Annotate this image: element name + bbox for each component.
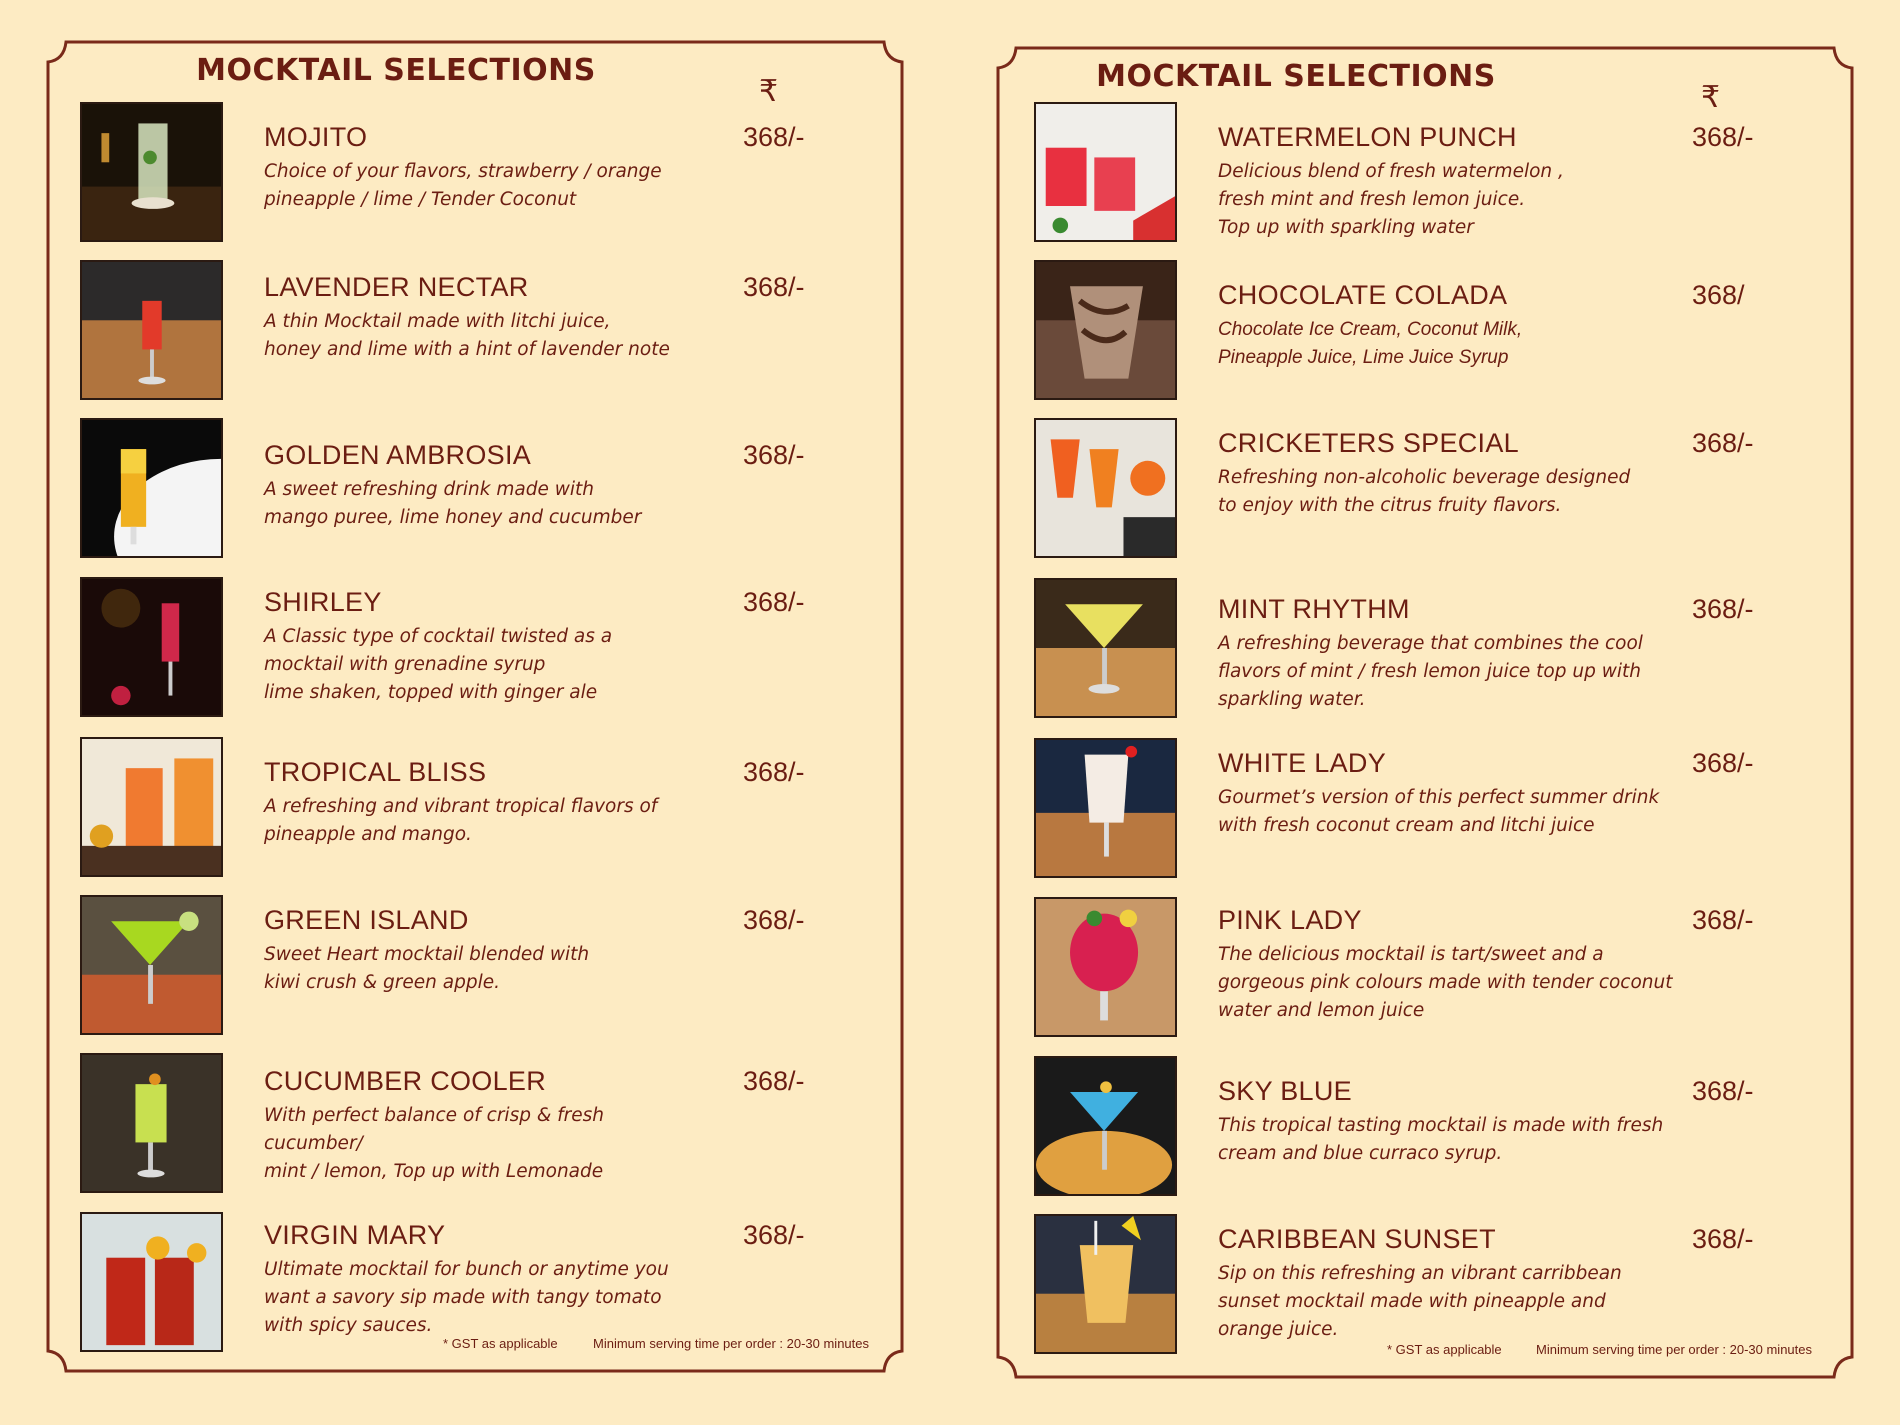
item-name: SKY BLUE xyxy=(1218,1076,1352,1106)
item-description: Refreshing non-alcoholic beverage designed to enjoy with the citrus fruity flavors. xyxy=(1218,467,1631,516)
item-description: This tropical tasting mocktail is made with fresh cream and blue curraco syrup. xyxy=(1218,1115,1664,1164)
item-description: A refreshing beverage that combines the cool flavors of mint / fresh lemon juice top up with sparkling water. xyxy=(1218,633,1643,710)
gst-note: * GST as applicable xyxy=(1387,1342,1502,1357)
item-price: 368/- xyxy=(1692,122,1754,152)
item-price: 368/- xyxy=(1692,905,1754,935)
golden-ambrosia-drink-photo xyxy=(80,418,223,558)
lavender-nectar-drink-photo xyxy=(80,260,223,400)
item-name: TROPICAL BLISS xyxy=(264,757,487,787)
green-island-drink-photo xyxy=(80,895,223,1035)
page-title: MOCKTAIL SELECTIONS xyxy=(1096,59,1496,94)
item-price: 368/- xyxy=(743,1220,805,1250)
item-description: A sweet refreshing drink made with mango puree, lime honey and cucumber xyxy=(264,479,642,528)
item-price: 368/ xyxy=(1692,280,1745,310)
item-price: 368/- xyxy=(743,272,805,302)
item-name: MOJITO xyxy=(264,122,368,152)
item-name: GOLDEN AMBROSIA xyxy=(264,440,532,470)
pink-lady-drink-photo xyxy=(1034,897,1177,1037)
item-name: PINK LADY xyxy=(1218,905,1362,935)
item-description: Delicious blend of fresh watermelon , fresh mint and fresh lemon juice. Top up with sparkling water xyxy=(1218,161,1564,238)
item-name: CARIBBEAN SUNSET xyxy=(1218,1224,1496,1254)
item-price: 368/- xyxy=(743,905,805,935)
item-description: A thin Mocktail made with litchi juice, honey and lime with a hint of lavender note xyxy=(264,311,670,360)
serving-time-note: Minimum serving time per order : 20-30 minutes xyxy=(1536,1342,1812,1357)
mojito-drink-photo xyxy=(80,102,223,242)
item-price: 368/- xyxy=(743,440,805,470)
item-name: LAVENDER NECTAR xyxy=(264,272,529,302)
currency-symbol: ₹ xyxy=(1701,80,1721,115)
caribbean-sunset-drink-photo xyxy=(1034,1214,1177,1354)
virgin-mary-drink-photo xyxy=(80,1212,223,1352)
item-description: Ultimate mocktail for bunch or anytime you want a savory sip made with tangy tomato with spicy sauces. xyxy=(264,1259,669,1336)
item-name: VIRGIN MARY xyxy=(264,1220,446,1250)
item-price: 368/- xyxy=(1692,428,1754,458)
item-description: Choice of your flavors, strawberry / orange pineapple / lime / Tender Coconut xyxy=(264,161,662,210)
sky-blue-drink-photo xyxy=(1034,1056,1177,1196)
white-lady-drink-photo xyxy=(1034,738,1177,878)
item-name: CRICKETERS SPECIAL xyxy=(1218,428,1519,458)
item-description: With perfect balance of crisp & fresh cucumber/ mint / lemon, Top up with Lemonade xyxy=(264,1105,605,1182)
item-name: WATERMELON PUNCH xyxy=(1218,122,1517,152)
item-price: 368/- xyxy=(743,757,805,787)
cricketers-special-drink-photo xyxy=(1034,418,1177,558)
page-title: MOCKTAIL SELECTIONS xyxy=(196,53,596,88)
watermelon-punch-drink-photo xyxy=(1034,102,1177,242)
item-description: Sweet Heart mocktail blended with kiwi crush & green apple. xyxy=(264,944,590,993)
chocolate-colada-drink-photo xyxy=(1034,260,1177,400)
item-price: 368/- xyxy=(1692,594,1754,624)
left-menu-page xyxy=(46,40,904,1373)
item-name: SHIRLEY xyxy=(264,587,382,617)
shirley-drink-photo xyxy=(80,577,223,717)
item-price: 368/- xyxy=(743,1066,805,1096)
item-name: GREEN ISLAND xyxy=(264,905,469,935)
right-menu-page xyxy=(996,46,1854,1379)
item-name: MINT RHYTHM xyxy=(1218,594,1410,624)
item-description: Chocolate Ice Cream, Coconut Milk, Pineapple Juice, Lime Juice Syrup xyxy=(1218,319,1523,368)
item-description: A Classic type of cocktail twisted as a mocktail with grenadine syrup lime shaken, topped with ginger ale xyxy=(264,626,613,703)
cucumber-cooler-drink-photo xyxy=(80,1053,223,1193)
item-price: 368/- xyxy=(1692,1224,1754,1254)
item-name: CUCUMBER COOLER xyxy=(264,1066,547,1096)
item-description: Sip on this refreshing an vibrant carribbean sunset mocktail made with pineapple and orange juice. xyxy=(1218,1263,1622,1340)
item-description: The delicious mocktail is tart/sweet and a gorgeous pink colours made with tender coconut water and lemon juice xyxy=(1218,944,1673,1021)
item-price: 368/- xyxy=(1692,748,1754,778)
item-price: 368/- xyxy=(1692,1076,1754,1106)
item-price: 368/- xyxy=(743,587,805,617)
item-name: CHOCOLATE COLADA xyxy=(1218,280,1508,310)
item-description: A refreshing and vibrant tropical flavors of pineapple and mango. xyxy=(264,796,658,845)
serving-time-note: Minimum serving time per order : 20-30 minutes xyxy=(593,1336,869,1351)
item-price: 368/- xyxy=(743,122,805,152)
gst-note: * GST as applicable xyxy=(443,1336,558,1351)
mint-rhythm-drink-photo xyxy=(1034,578,1177,718)
tropical-bliss-drink-photo xyxy=(80,737,223,877)
currency-symbol: ₹ xyxy=(759,74,779,109)
item-description: Gourmet’s version of this perfect summer drink with fresh coconut cream and litchi juice xyxy=(1218,787,1660,836)
item-name: WHITE LADY xyxy=(1218,748,1387,778)
